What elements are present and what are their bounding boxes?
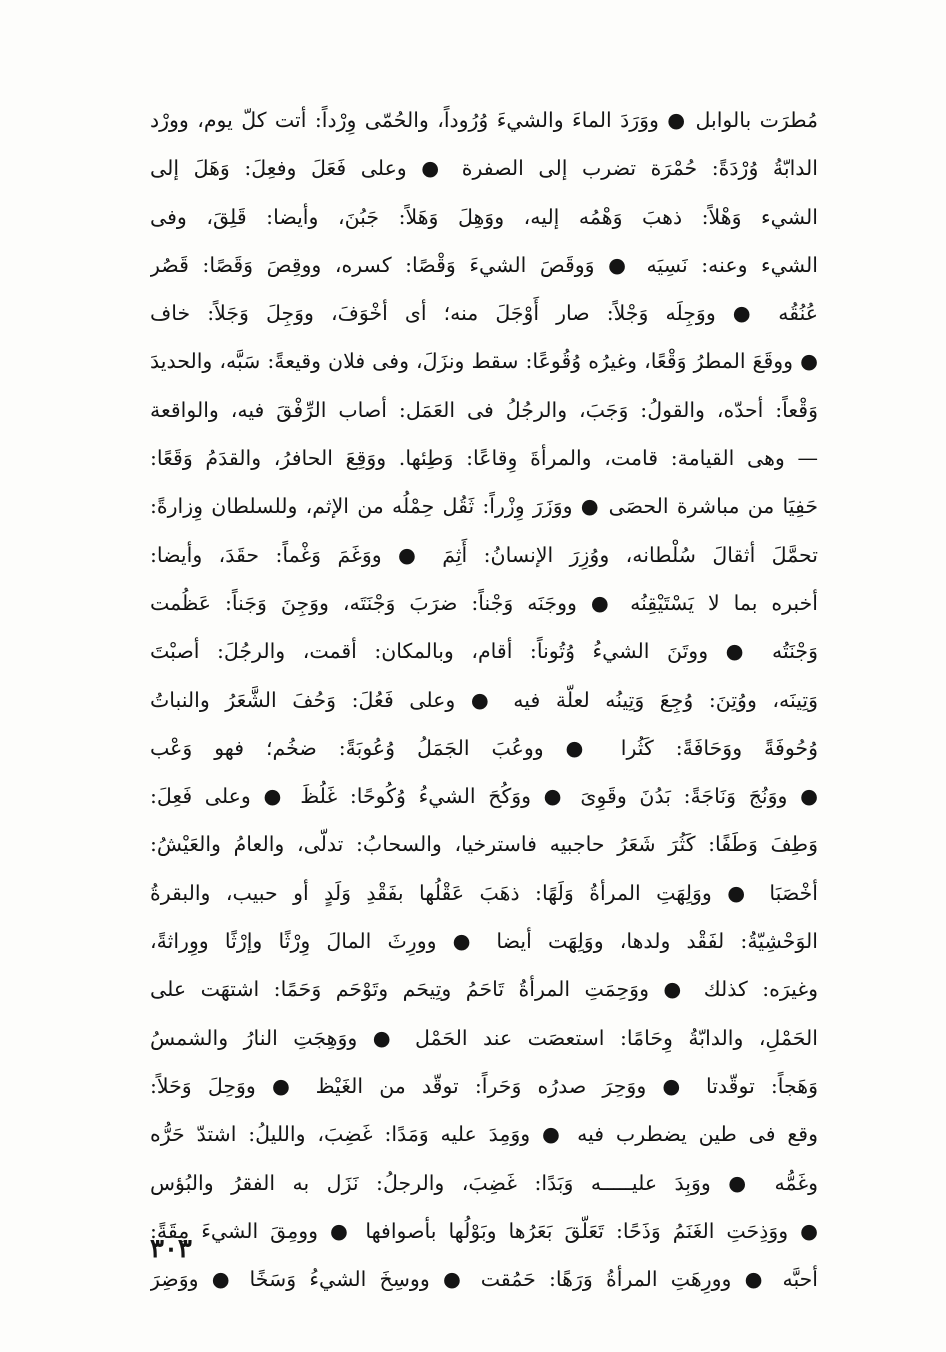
text-line: وُحُوفَةً ووَحَافَةً: كَثُرا ● ووعُبَ الجَمَلُ وُعُوبَةً: ضخُم؛ فهو وَعْب (150, 735, 818, 760)
text-line: وقع فى طين يضطرب فيه ● ووَمِدَ عليه وَمَدًا: غَضِبَ، والليلُ: اشتدّ حَرُّه (150, 1122, 818, 1147)
text-line: الدابّةُ وُرْدَةً: حُمْرَة تضرب إلى الصفرة ● وعلى فَعَلَ وفعِلَ: وَهَلَ إلى (150, 156, 818, 181)
main-text (150, 96, 818, 1303)
text-line: ● ووَنُجَ وَنَاجَةً: بَدُنَ وقَوِىَ ● ووَكُحَ الشيءُ وُكُوحًا: غَلُظَ ● وعلى فَعِلَ: (150, 784, 818, 809)
text-line: أخْصَبَا ● ووَلِهَتِ المرأةُ وَلَهًا: ذهَبَ عَقْلُها بفَقْدِ وَلَدٍ أو حبيب، والبقرةُ (150, 880, 818, 905)
text-line: حَفِيَا من مباشرة الحصَى ● ووَزَرَ وِزْراً: ثَقُل حِمْلُه من الإثم، وللسلطان وِزارةً: (150, 494, 818, 519)
text-line: وَقْعاً: أحدّه، والقولُ: وَجَبَ، والرجُلُ فى العَمَل: أصاب الرِّفْقَ فيه، والواقعة (150, 397, 818, 422)
text-line: عُنُقُه ● ووَجِلَه وَجْلاً: صار أَوْجَلَ منه؛ أى أخْوَفَ، ووَجِلَ وَجَلاً: خاف (150, 301, 818, 326)
text-line: الوَحْشِيّةُ: لفَقْد ولدها، ووَلِهَت أيضا ● وورِثَ المالَ وِرْثًا وإرْثًا ووِراثةً، (150, 929, 818, 954)
text-line: وغَمُّه ● ووَبِدَ عليـــــه وَبَدًا: غَضِبَ، والرجلُ: نَزَل به الفقرُ والبُؤس (150, 1170, 818, 1195)
text-line: الشيء وَهْلاً: ذهبَ وَهْمُه إليه، ووَهِلَ وَهَلاً: جَبُنَ، وأيضا: قَلِقَ، وفى (150, 204, 818, 229)
text-line: — وهى القيامة: قامت، والمرأةَ وِقاعًا: وَطِئها. ووَقِعَ الحافرُ، والقدَمُ وَقَعًا: (150, 446, 818, 471)
text-line: وغيرَه: كذلك ● ووَحِمَتِ المرأةُ تَاحَمُ وتِيحَم وتَوْحَم وَحَمًا: اشتهَت على (150, 977, 818, 1002)
text-line: الحَمْلِ، والدابّةُ وِحَامًا: استعصَت عند الحَمْل ● ووَهِجَتِ النارُ والشمسُ (150, 1025, 818, 1050)
text-line: أخبره بما لا يَسْتَيْقِنُه ● ووجَنَه وَجْناً: ضرَبَ وَجْنَتَه، ووَجِنَ وَجَناً: عَظُمت (150, 590, 818, 615)
text-line: مُطرَت بالوابل ● ووَرَدَ الماءَ والشيءَ وُرُوداً، والحُمّى وِرْداً: أتت كلّ يوم، وورْد (150, 108, 818, 132)
page-number: ٣٠٣ (150, 1234, 192, 1264)
text-line: الشيء وعنه: نَسِيَه ● وَوقَصَ الشيءَ وَقْصًا: كسره، ووقِصَ وَقَصًا: قَصُر (150, 252, 818, 277)
text-line: وَهَجاً: توقّدتا ● ووَحِرَ صدرُه وَحَراً: توقّد من الغَيْظ ● ووَحِلَ وَحَلاً: (150, 1073, 818, 1098)
text-line: وَجْنَتُه ● ووتَنَ الشيءُ وُتُوناً: أقام، وبالمكان: أقمت، والرجُلَ: أصبْتَ (150, 639, 818, 664)
text-line: وَتِينَه، ووُتِنَ: وُجِعَ وَتِينُه لعلّة فيه ● وعلى فَعُلَ: وَحُفَ الشَّعَرُ والنباتُ (150, 687, 818, 712)
text-line: ● ووَذِحَتِ الغَنَمُ وَذَحًا: تَعَلّقَ بَعَرُها وبَوْلُها بأصوافها ● وومِقَ الشيءَ مِقَةً: (150, 1218, 818, 1243)
text-line: وَطِفَ وَطَفًا: كَثُرَ شَعَرُ حاجبيه فاسترخيا، والسحابُ: تدلّى، والعامُ والعَيْشُ: (150, 832, 818, 857)
text-line: تحمَّلَ أثقالَ سُلْطانه، ووُزِرَ الإنسانُ: أَثِمَ ● ووَغَمَ وَغْماً: حقَدَ، وأيضا: (150, 542, 818, 567)
text-line: أحبَّه ● وورِهَتِ المرأةُ وَرَهًا: حَمُقت ● ووسِخَ الشيءُ وَسَخًا ● ووَضِرَ (150, 1267, 818, 1292)
text-line: ● ووقَعَ المطرُ وَقْعًا، وغيرُه وُقُوعًا: سقط ونزَلَ، وفى فلان وقيعةً: سَبَّه، والحديدَ (150, 349, 818, 374)
